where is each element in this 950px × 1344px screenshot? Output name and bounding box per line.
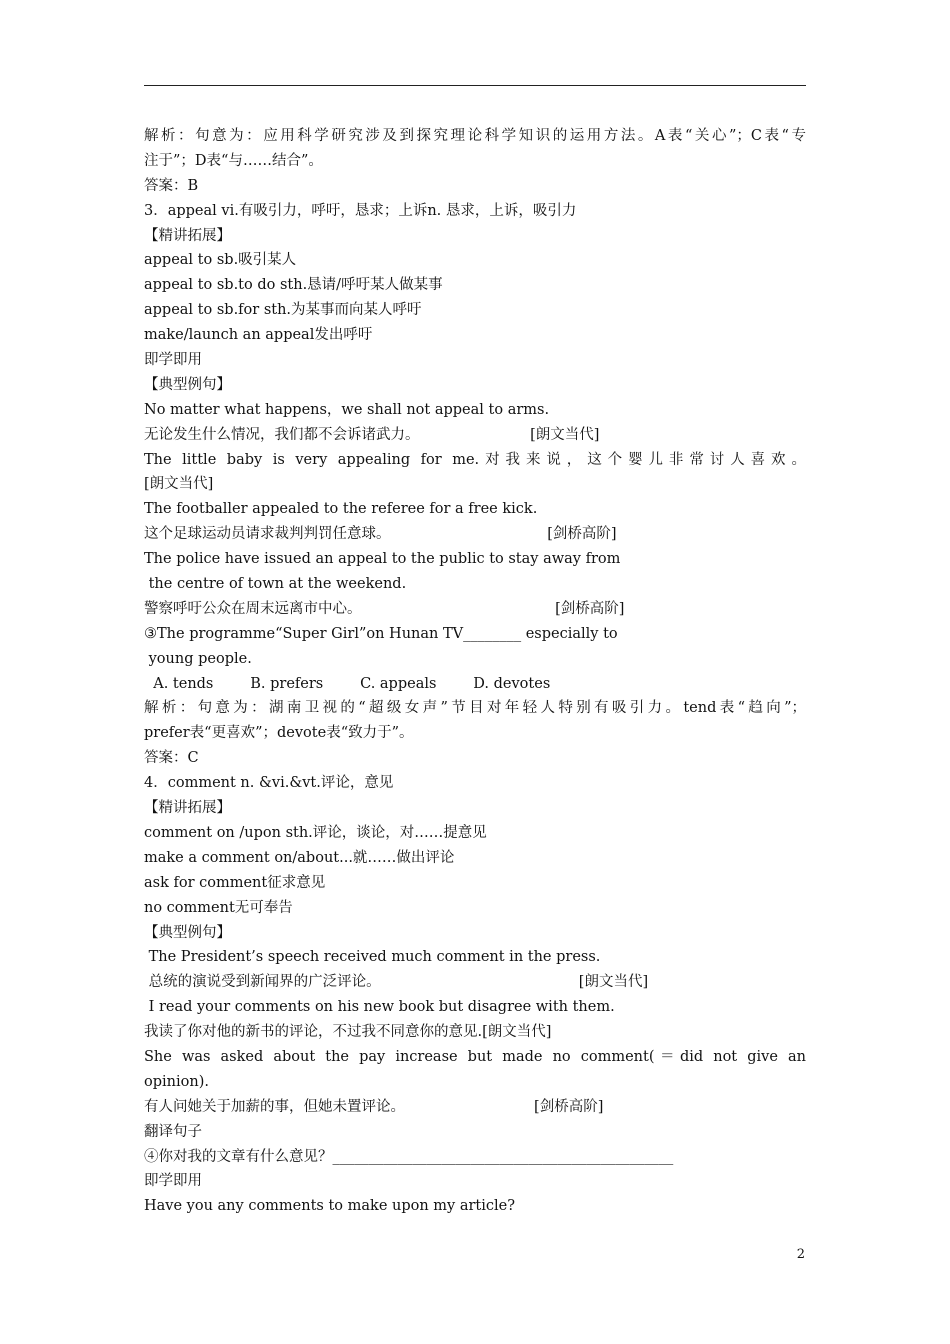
text-line: 注于”；D表“与……结合”。: [144, 152, 323, 169]
text-line: 【精讲拓展】: [144, 227, 231, 244]
text-line: 翻译句子: [144, 1123, 202, 1140]
text-line: 解析：句意为：应用科学研究涉及到探究理论科学知识的运用方法。A表“关心”；C表“专: [144, 128, 806, 144]
text-line: The little baby is very appealing for me.对我来说，这个婴儿非常讨人喜欢。: [144, 451, 806, 468]
text-line: 总统的演说受到新闻界的广泛评论。 [朗文当代]: [144, 974, 649, 991]
text-line: 警察呼吁公众在周末远离市中心。 [剑桥高阶]: [144, 600, 625, 617]
text-line: 4．comment n. &vi.&vt.评论，意见: [144, 775, 394, 792]
text-line: No matter what happens，we shall not appeal to arms.: [144, 401, 550, 418]
text-line: 【典型例句】: [144, 376, 231, 393]
text-line: 解析：句意为：湖南卫视的“超级女声”节目对年轻人特别有吸引力。tend表“趋向”；: [144, 700, 806, 717]
text-line: 答案：B: [144, 177, 199, 194]
text-line: 即学即用: [144, 1173, 202, 1190]
text-line: young people.: [144, 650, 252, 667]
text-line: the centre of town at the weekend.: [144, 576, 407, 593]
header-rule: [144, 85, 806, 86]
text-line: ask for comment征求意见: [144, 874, 326, 891]
text-line: 【典型例句】: [144, 924, 231, 941]
text-line: 这个足球运动员请求裁判判罚任意球。 [剑桥高阶]: [144, 526, 617, 543]
text-line: 我读了你对他的新书的评论，不过我不同意你的意见.[朗文当代]: [144, 1024, 552, 1041]
text-line: 3．appeal vi.有吸引力，呼吁，恳求；上诉n. 恳求，上诉，吸引力: [144, 202, 577, 219]
text-line: prefer表“更喜欢”；devote表“致力于”。: [144, 725, 414, 742]
text-line: appeal to sb.吸引某人: [144, 252, 297, 269]
text-line: appeal to sb.to do sth.恳请/呼吁某人做某事: [144, 277, 443, 294]
text-line: no comment无可奉告: [144, 899, 293, 916]
text-line: The footballer appealed to the referee for a free kick.: [144, 501, 538, 518]
text-line: make a comment on/about...就……做出评论: [144, 849, 455, 866]
text-line: opinion).: [144, 1073, 209, 1090]
text-line: A. tends B. prefers C. appeals D. devotes: [144, 675, 551, 692]
text-line: Have you any comments to make upon my article?: [144, 1198, 516, 1215]
text-line: She was asked about the pay increase but made no comment(＝did not give an: [144, 1048, 806, 1065]
text-line: I read your comments on his new book but disagree with them.: [144, 999, 615, 1016]
text-line: ④你对我的文章有什么意见？_______________________________________________: [144, 1148, 674, 1165]
text-line: 有人问她关于加薪的事，但她未置评论。 [剑桥高阶]: [144, 1098, 604, 1115]
text-line: 无论发生什么情况，我们都不会诉诸武力。 [朗文当代]: [144, 426, 600, 443]
text-line: comment on /upon sth.评论，谈论，对……提意见: [144, 824, 487, 841]
text-line: 答案：C: [144, 750, 199, 767]
page-number: 2: [796, 1247, 805, 1262]
text-line: The police have issued an appeal to the public to stay away from: [144, 551, 621, 568]
text-line: 【精讲拓展】: [144, 800, 231, 817]
text-line: [朗文当代]: [144, 476, 214, 493]
document-body: [144, 124, 806, 1219]
text-line: 即学即用: [144, 352, 202, 369]
text-line: appeal to sb.for sth.为某事而向某人呼吁: [144, 302, 422, 319]
text-line: The President’s speech received much comment in the press.: [144, 949, 601, 966]
text-line: ③The programme“Super Girl”on Hunan TV________ especially to: [144, 625, 618, 642]
text-line: make/launch an appeal发出呼吁: [144, 327, 373, 344]
